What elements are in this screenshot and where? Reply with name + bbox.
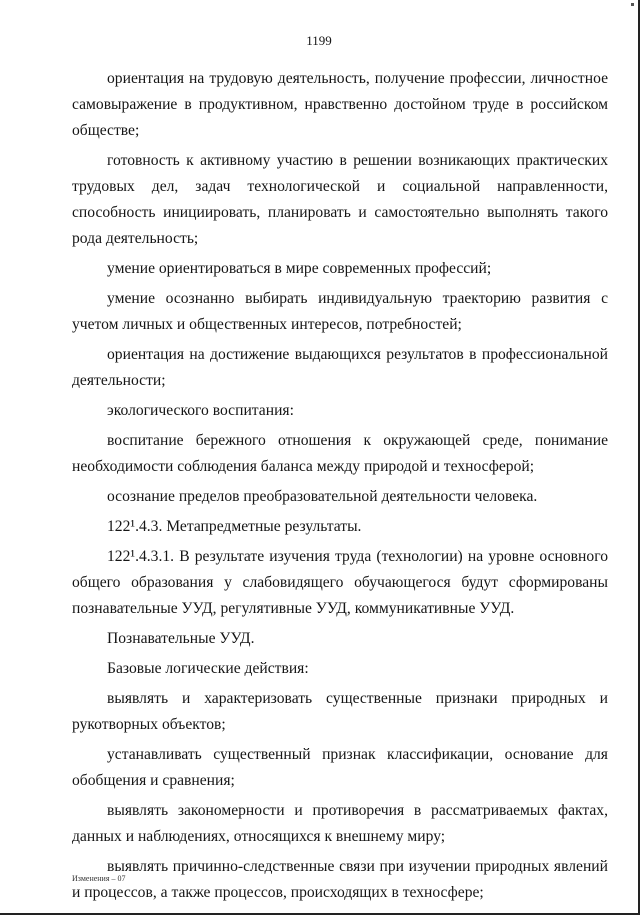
section-heading: 122¹.4.3. Метапредметные результаты.	[107, 518, 362, 535]
paragraph: выявлять причинно-следственные связи при изучении природных явлений и процессов, а также процессов, происходящих в техносфере;	[72, 858, 608, 901]
paragraph: осознание пределов преобразовательной деятельности человека.	[107, 488, 538, 505]
page-number: 1199	[306, 33, 332, 48]
scan-mark	[631, 3, 634, 6]
paragraph: экологического воспитания:	[107, 402, 294, 419]
paragraph: ориентация на трудовую деятельность, получение профессии, личностное самовыражение в продуктивном, нравственно достойном труде в российском обществе;	[72, 70, 608, 139]
paragraph: ориентация на достижение выдающихся результатов в профессиональной деятельности;	[72, 346, 608, 389]
paragraph: умение ориентироваться в мире современных профессий;	[107, 260, 492, 277]
paragraph: выявлять закономерности и противоречия в рассматриваемых фактах, данных и наблюдениях, относящихся к внешнему миру;	[72, 802, 608, 845]
paragraph: умение осознанно выбирать индивидуальную траекторию развития с учетом личных и общественных интересов, потребностей;	[72, 290, 608, 333]
body-text	[72, 66, 608, 906]
paragraph: воспитание бережного отношения к окружающей среде, понимание необходимости соблюдения баланса между природой и техносферой;	[72, 432, 608, 475]
paragraph: готовность к активному участию в решении возникающих практических трудовых дел, задач технологической и социальной направленности, способность инициировать, планировать и самостоятельно выполнять такого рода деятельность;	[72, 152, 608, 247]
paragraph: Базовые логические действия:	[107, 660, 309, 677]
paragraph: устанавливать существенный признак классификации, основание для обобщения и сравнения;	[72, 746, 608, 789]
paragraph: Познавательные УУД.	[107, 630, 255, 647]
paragraph: выявлять и характеризовать существенные признаки природных и рукотворных объектов;	[72, 690, 608, 733]
paragraph: 122¹.4.3.1. В результате изучения труда (технологии) на уровне основного общего образования у слабовидящего обучающегося будут сформированы познавательные УУД, регулятивные УУД, коммуникативные УУД.	[72, 548, 608, 617]
footer-note: Изменения – 07	[72, 874, 126, 883]
